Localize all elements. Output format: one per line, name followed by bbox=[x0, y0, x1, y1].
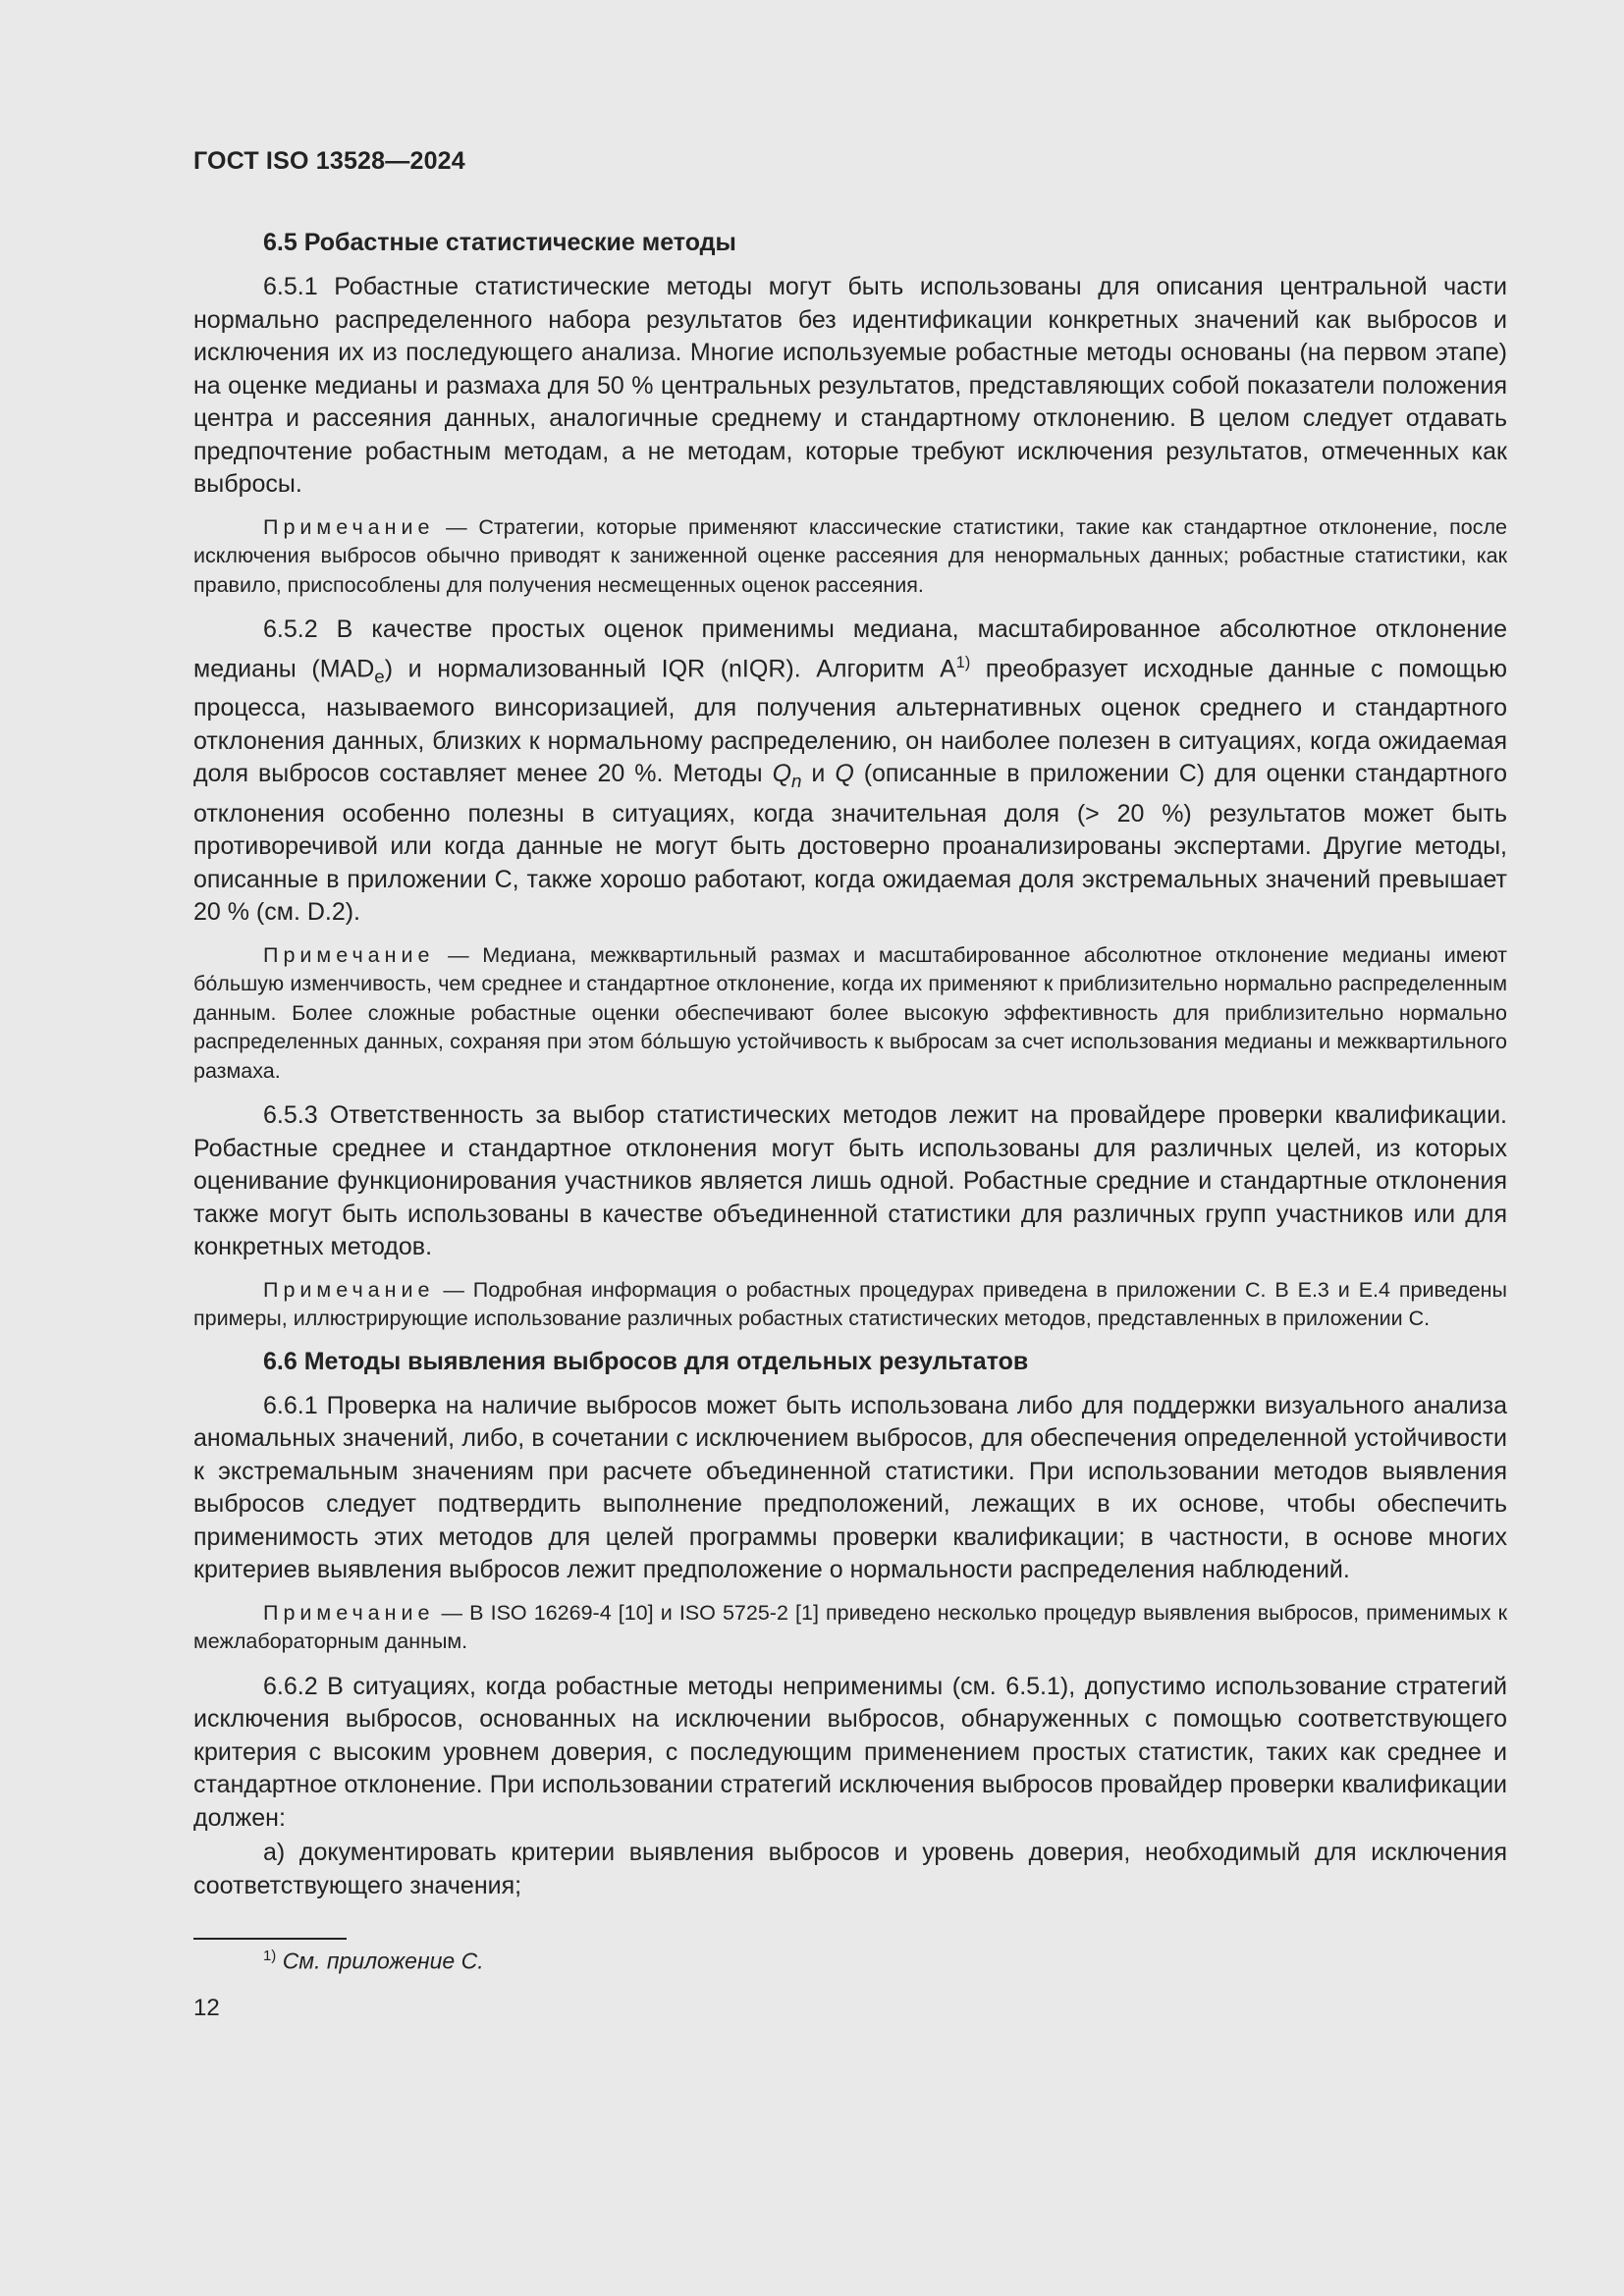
p2-text-c: преобразует исходные данные с помощью процесса, называемого винсоризацией, для получения альтернативных оценок среднего и стандартного отклонения данных, близких к нормальному распределению, он наиболее полезен в ситуациях, когда ожидаемая доля выбросов составляет менее 20 %. Методы bbox=[193, 654, 1507, 788]
note-text: — Медиана, межквартильный размах и масштабированное абсолютное отклонение медианы имеют бо́льшую изменчивость, чем среднее и стандартное отклонение, когда их применяют к приблизительно нормально распределенным данным. Более сложные робастные оценки обеспечивают более высокую эффективность для приблизительно нормально распределенных данных, сохраняя при этом бо́льшую устойчивость к выбросам за счет использования медианы и межквартильного размаха. bbox=[193, 942, 1507, 1083]
paragraph-6-5-3: 6.5.3 Ответственность за выбор статистических методов лежит на провайдере проверки квалификации. Робастные среднее и стандартное отклонения могут быть использованы для различных целей, из которых оценивание функционирования участников является лишь одной. Робастные средние и стандартные отклонения также могут быть использованы в качестве объединенной статистики для различных групп участников или для конкретных методов. bbox=[193, 1101, 1507, 1261]
note-label: Примечание bbox=[263, 514, 435, 539]
p2-symbol-q2: Q bbox=[835, 760, 854, 788]
note-text: — Стратегии, которые применяют классические статистики, такие как стандартное отклонение, после исключения выбросов обычно приводят к заниженной оценке рассеяния для ненормальных данных; робастные статистики, как правило, приспособлены для получения несмещенных оценок рассеяния. bbox=[193, 514, 1507, 597]
note-6-5-3 bbox=[193, 1276, 1507, 1334]
document-page bbox=[193, 147, 1507, 2022]
p2-text-b: ) и нормализованный IQR (nIQR). Алгоритм А bbox=[384, 654, 956, 682]
note-text: — В ISO 16269-4 [10] и ISO 5725-2 [1] приведено несколько процедур выявления выбросов, применимых к межлабораторным данным. bbox=[193, 1600, 1507, 1654]
note-6-5-2 bbox=[193, 941, 1507, 1087]
note-6-5-1 bbox=[193, 513, 1507, 601]
footnote-text: См. приложение С. bbox=[282, 1948, 484, 1974]
paragraph-6-6-1: 6.6.1 Проверка на наличие выбросов может быть использована либо для поддержки визуального анализа аномальных значений, либо, в сочетании с исключением выбросов, для обеспечения определенной устойчивости к экстремальным значениям при расчете объединенной статистики. При использовании методов выявления выбросов следует подтвердить выполнение предположений, лежащих в их основе, чтобы обеспечить применимость этих методов для целей программы проверки квалификации; в частности, в основе многих критериев выявления выбросов лежит предположение о нормальности распределения наблюдений. bbox=[193, 1391, 1507, 1584]
paragraph-6-6-2: 6.6.2 В ситуациях, когда робастные методы неприменимы (см. 6.5.1), допустимо использование стратегий исключения выбросов, основанных на исключении выбросов, обнаруженных с помощью соответствующего критерия с высоким уровнем доверия, с последующим применением простых статистик, таких как среднее и стандартное отклонение. При использовании стратегий исключения выбросов провайдер проверки квалификации должен: bbox=[193, 1672, 1507, 1832]
note-label: Примечание bbox=[263, 942, 435, 967]
p2-text-and: и bbox=[801, 760, 836, 788]
note-6-6-1 bbox=[193, 1599, 1507, 1657]
p2-subscript-n: n bbox=[791, 771, 802, 792]
note-text: — Подробная информация о робастных процедурах приведена в приложении С. В Е.3 и Е.4 приведены примеры, иллюстрирующие использование различных робастных статистических методов, представленных в приложении С. bbox=[193, 1277, 1507, 1331]
note-label: Примечание bbox=[263, 1277, 435, 1302]
page-number: 12 bbox=[193, 1994, 220, 2021]
p2-subscript-e: e bbox=[374, 665, 385, 686]
paragraph-6-5-2 bbox=[193, 614, 1507, 930]
footnote-ref[interactable]: 1) bbox=[955, 653, 971, 671]
section-6-6-heading: 6.6 Методы выявления выбросов для отдельных результатов bbox=[263, 1347, 1029, 1375]
list-item-a: а) документировать критерии выявления выбросов и уровень доверия, необходимый для исключения соответствующего значения; bbox=[193, 1839, 1507, 1899]
note-label: Примечание bbox=[263, 1600, 435, 1625]
p2-symbol-q: Q bbox=[772, 760, 792, 788]
p2-text-a: 6.5.2 В качестве простых оценок применимы медиана, масштабированное абсолютное отклонение медианы (MAD bbox=[193, 615, 1507, 682]
p2-text-d: (описанные в приложении С) для оценки стандартного отклонения особенно полезны в ситуациях, когда значительная доля (> 20 %) результатов может быть противоречивой или когда данные не могут быть достоверно проанализированы экспертами. Другие методы, описанные в приложении С, также хорошо работают, когда ожидаемая доля экстремальных значений превышает 20 % (см. D.2). bbox=[193, 760, 1508, 927]
footnote-mark: 1) bbox=[263, 1948, 277, 1965]
footnote-separator bbox=[193, 1938, 347, 1940]
footnote bbox=[263, 1948, 1507, 1975]
section-6-5-heading: 6.5 Робастные статистические методы bbox=[263, 229, 736, 256]
document-header: ГОСТ ISO 13528—2024 bbox=[193, 147, 465, 175]
paragraph-6-5-1: 6.5.1 Робастные статистические методы могут быть использованы для описания центральной части нормально распределенного набора результатов без идентификации конкретных значений как выбросов и исключения их из последующего анализа. Многие используемые робастные методы основаны (на первом этапе) на оценке медианы и размаха для 50 % центральных результатов, представляющих собой показатели положения центра и рассеяния данных, аналогичные среднему и стандартному отклонению. В целом следует отдавать предпочтение робастным методам, а не методам, которые требуют исключения результатов, отмеченных как выбросы. bbox=[193, 273, 1507, 498]
